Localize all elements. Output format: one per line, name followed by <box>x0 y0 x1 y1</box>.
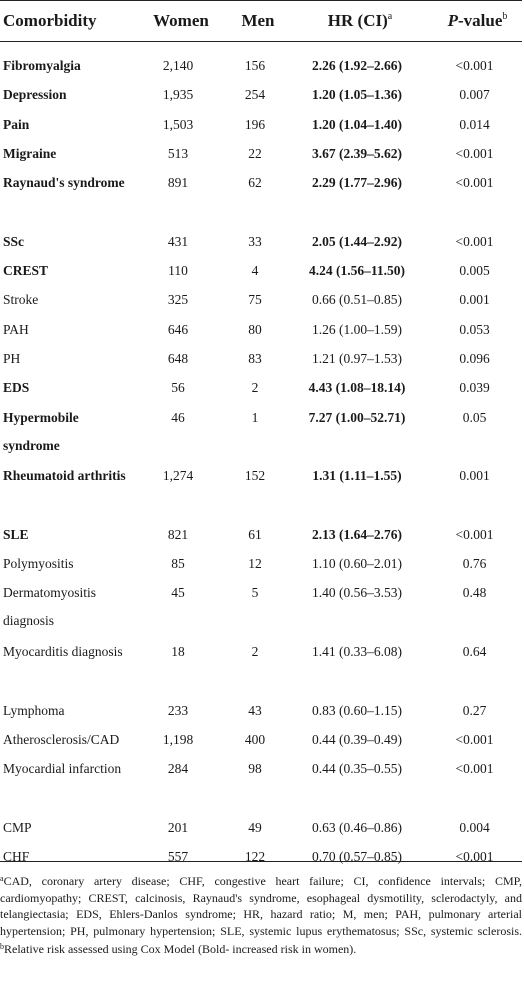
cell-men: 12 <box>248 556 262 572</box>
cell-pvalue: <0.001 <box>455 761 494 777</box>
cell-men: 156 <box>244 58 266 73</box>
cell-pvalue: 0.007 <box>459 87 490 103</box>
table-header <box>0 3 524 39</box>
cell-hr: 2.05 (1.44–2.92) <box>312 233 402 249</box>
table-row <box>0 404 522 463</box>
cell-hr: 1.10 (0.60–2.01) <box>312 556 402 572</box>
cell-comorbidity: CHF <box>3 849 30 865</box>
header-hr <box>290 3 430 39</box>
footnote-a-mark: a <box>0 874 4 883</box>
cell-women: 557 <box>167 849 189 865</box>
cell-hr: 0.83 (0.60–1.15) <box>312 702 402 718</box>
cell-women: 1,198 <box>162 731 194 747</box>
footnote-b-text: Relative risk assessed using Cox Model (Bold- increased risk in women). <box>4 942 357 956</box>
cell-hr: 0.44 (0.35–0.55) <box>312 761 402 777</box>
table-row <box>0 345 522 374</box>
cell-men: 33 <box>248 233 262 249</box>
cell-pvalue: <0.001 <box>455 731 494 747</box>
cell-men: 49 <box>248 819 262 835</box>
table-row <box>0 462 522 521</box>
table-row <box>0 579 522 638</box>
header-hr-label: HR (CI) <box>327 11 388 30</box>
cell-hr: 0.63 (0.46–0.86) <box>312 819 402 835</box>
cell-women: 233 <box>167 702 189 718</box>
table-row <box>0 316 522 345</box>
cell-pvalue: 0.05 <box>462 409 487 425</box>
table-row <box>0 228 522 257</box>
cell-hr: 3.67 (2.39–5.62) <box>312 145 402 161</box>
cell-men: 5 <box>251 585 259 601</box>
cell-pvalue: 0.48 <box>462 585 487 601</box>
cell-comorbidity: CMP <box>3 819 32 835</box>
cell-comorbidity: Depression <box>3 87 67 103</box>
header-women: Women <box>153 11 209 30</box>
table-row <box>0 843 522 872</box>
cell-pvalue: 0.001 <box>459 292 490 308</box>
cell-men: 1 <box>251 409 259 425</box>
table-row <box>0 755 522 814</box>
top-rule <box>0 0 522 1</box>
cell-men: 83 <box>248 350 262 366</box>
cell-hr: 0.44 (0.39–0.49) <box>312 731 402 747</box>
cell-comorbidity: Polymyositis <box>3 556 74 572</box>
cell-women: 1,935 <box>162 87 194 103</box>
cell-men: 4 <box>251 263 259 279</box>
cell-men: 2 <box>251 380 259 396</box>
cell-pvalue: 0.27 <box>462 702 487 718</box>
table-row <box>0 257 522 286</box>
cell-women: 85 <box>171 556 185 572</box>
bottom-rule <box>0 861 522 862</box>
cell-women: 891 <box>167 175 189 191</box>
cell-women: 45 <box>171 585 185 601</box>
cell-pvalue: 0.005 <box>459 263 490 279</box>
table-row <box>0 286 522 315</box>
cell-comorbidity: Raynaud's syndrome <box>3 175 125 191</box>
cell-hr: 4.43 (1.08–18.14) <box>308 380 406 396</box>
cell-pvalue: <0.001 <box>455 175 494 191</box>
table-row <box>0 140 522 169</box>
cell-women: 821 <box>167 526 189 542</box>
cell-hr: 0.66 (0.51–0.85) <box>312 292 402 308</box>
cell-women: 1,503 <box>162 116 194 132</box>
cell-comorbidity: Pain <box>3 116 30 132</box>
header-men: Men <box>241 11 275 30</box>
cell-pvalue: 0.004 <box>459 819 490 835</box>
cell-hr: 1.41 (0.33–6.08) <box>312 643 402 659</box>
cell-hr: 7.27 (1.00–52.71) <box>308 409 406 425</box>
footnote-b-mark: b <box>0 942 4 951</box>
cell-men: 98 <box>248 761 262 777</box>
cell-hr: 1.40 (0.56–3.53) <box>312 585 402 601</box>
table-row <box>0 697 522 726</box>
cell-comorbidity: PAH <box>3 321 29 337</box>
cell-hr: 2.26 (1.92–2.66) <box>312 58 402 73</box>
cell-women: 646 <box>167 321 189 337</box>
cell-hr: 1.21 (0.97–1.53) <box>312 350 402 366</box>
cell-pvalue: 0.64 <box>462 643 487 659</box>
cell-women: 1,274 <box>162 468 194 484</box>
cell-pvalue: 0.76 <box>462 556 487 572</box>
cell-women: 513 <box>167 145 189 161</box>
cell-comorbidity: SSc <box>3 233 25 249</box>
cell-pvalue: 0.039 <box>459 380 490 396</box>
cell-men: 152 <box>244 468 266 484</box>
cell-comorbidity: Stroke <box>3 292 39 308</box>
table-row <box>0 638 522 697</box>
cell-hr: 1.20 (1.05–1.36) <box>312 87 402 103</box>
cell-hr: 2.13 (1.64–2.76) <box>312 526 402 542</box>
cell-hr: 1.31 (1.11–1.55) <box>312 468 402 484</box>
table-row <box>0 169 522 228</box>
cell-women: 46 <box>171 409 185 425</box>
cell-men: 80 <box>248 321 262 337</box>
table-row <box>0 521 522 550</box>
cell-comorbidity: Migraine <box>3 145 57 161</box>
cell-comorbidity: CREST <box>3 263 49 279</box>
cell-comorbidity: SLE <box>3 526 29 542</box>
cell-women: 284 <box>167 761 189 777</box>
header-comorbidity: Comorbidity <box>3 11 97 30</box>
table-row <box>0 814 522 843</box>
cell-pvalue: <0.001 <box>455 849 494 865</box>
cell-comorbidity: Lymphoma <box>3 702 65 718</box>
cell-men: 400 <box>244 731 266 747</box>
table-row <box>0 111 522 140</box>
cell-comorbidity: Fibromyalgia <box>3 58 81 73</box>
cell-hr: 2.29 (1.77–2.96) <box>312 175 402 191</box>
table-row <box>0 374 522 403</box>
cell-hr: 4.24 (1.56–11.50) <box>309 263 405 279</box>
cell-pvalue: <0.001 <box>455 58 494 73</box>
cell-pvalue: 0.001 <box>459 468 490 484</box>
table-row <box>0 726 522 755</box>
cell-women: 56 <box>171 380 185 396</box>
cell-pvalue: <0.001 <box>455 526 494 542</box>
cell-comorbidity: Rheumatoid arthritis <box>3 468 126 484</box>
cell-pvalue: <0.001 <box>455 233 494 249</box>
cell-men: 75 <box>248 292 262 308</box>
cell-men: 2 <box>251 643 259 659</box>
cell-hr: 0.70 (0.57–0.85) <box>312 849 402 865</box>
cell-pvalue: 0.096 <box>459 350 490 366</box>
cell-men: 22 <box>248 145 262 161</box>
cell-men: 254 <box>244 87 266 103</box>
cell-women: 431 <box>167 233 189 249</box>
cell-comorbidity: Myocardial infarction <box>3 761 122 777</box>
table-row <box>0 550 522 579</box>
cell-men: 43 <box>248 702 262 718</box>
header-pvalue-footnote-mark: b <box>502 11 508 22</box>
cell-men: 61 <box>248 526 262 542</box>
cell-men: 196 <box>244 116 266 132</box>
cell-women: 648 <box>167 350 189 366</box>
cell-comorbidity: PH <box>3 350 21 366</box>
table-footnote <box>0 871 522 958</box>
table-row <box>0 81 522 110</box>
cell-comorbidity: EDS <box>3 380 30 396</box>
cell-pvalue: <0.001 <box>455 145 494 161</box>
table-body <box>0 52 522 872</box>
cell-pvalue: 0.053 <box>459 321 490 337</box>
cell-pvalue: 0.014 <box>459 116 490 132</box>
footnote-a-text: CAD, coronary artery disease; CHF, congestive heart failure; CI, confidence intervals; CMP, cardiomyopathy; CREST, calcinosis, Raynaud's syndrome, esophageal dysmotility, sclerodactyly, and telangiectasia; EDS, Ehlers-Danlos syndrome; HR, hazard ratio; M, men; PAH, pulmonary arterial hypertension; PH, pulmonary hypertension; SLE, systemic lupus erythematosus; SSc, systemic sclerosis. <box>0 874 522 938</box>
cell-women: 110 <box>168 263 188 279</box>
cell-men: 122 <box>244 849 266 865</box>
cell-women: 201 <box>167 819 189 835</box>
header-pvalue <box>430 3 524 39</box>
cell-hr: 1.20 (1.04–1.40) <box>312 116 402 132</box>
cell-comorbidity: Hypermobile syndrome <box>3 409 79 453</box>
cell-comorbidity: Dermatomyositis diagnosis <box>3 585 96 629</box>
cell-women: 2,140 <box>162 58 194 73</box>
header-hr-footnote-mark: a <box>387 11 393 22</box>
cell-hr: 1.26 (1.00–1.59) <box>312 321 402 337</box>
cell-comorbidity: Atherosclerosis/CAD <box>3 731 120 747</box>
cell-men: 62 <box>248 175 262 191</box>
header-pvalue-rest: -value <box>458 11 503 30</box>
cell-comorbidity: Myocarditis diagnosis <box>3 643 123 659</box>
header-pvalue-p: P <box>447 11 458 30</box>
cell-women: 325 <box>167 292 189 308</box>
table-row <box>0 52 522 81</box>
header-rule <box>0 41 522 42</box>
cell-women: 18 <box>171 643 185 659</box>
